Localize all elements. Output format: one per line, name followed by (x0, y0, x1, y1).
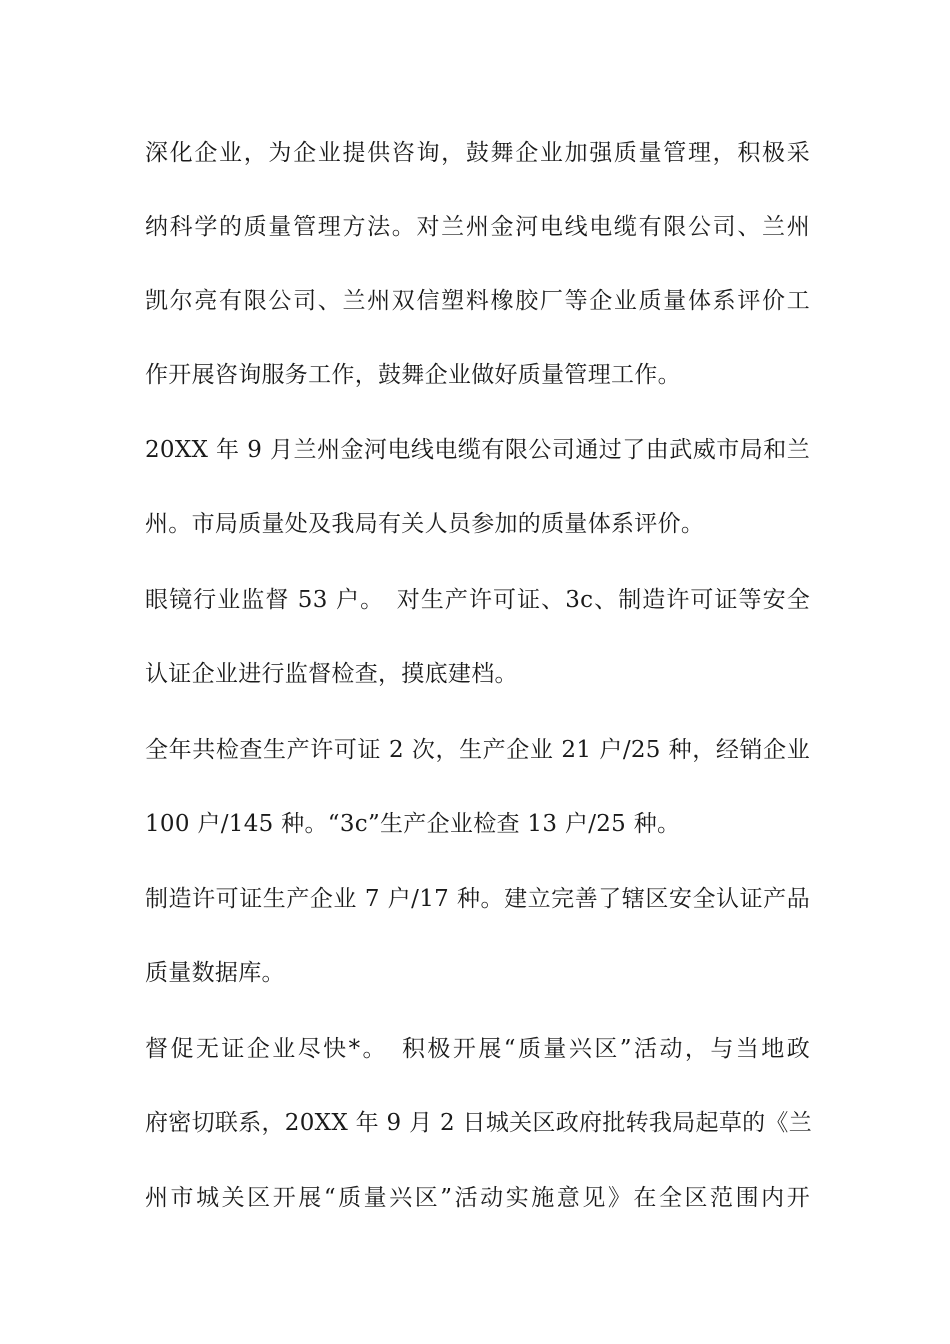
text-line: 府密切联系，20XX 年 9 月 2 日城关区政府批转我局起草的《兰 (145, 1110, 813, 1136)
text-line: 州。市局质量处及我局有关人员参加的质量体系评价。 (145, 511, 705, 537)
text-line: 眼镜行业监督 53 户。 对生产许可证、3c、制造许可证等安全 (145, 587, 810, 613)
text-line: 深化企业，为企业提供咨询，鼓舞企业加强质量管理，积极采 (145, 140, 810, 166)
text-line: 督促无证企业尽快*。 积极开展“质量兴区”活动，与当地政 (145, 1036, 810, 1062)
text-line: 制造许可证生产企业 7 户/17 种。建立完善了辖区安全认证产品 (145, 886, 810, 912)
text-line: 质量数据库。 (145, 960, 285, 986)
text-line: 认证企业进行监督检查，摸底建档。 (145, 661, 518, 687)
text-line: 全年共检查生产许可证 2 次，生产企业 21 户/25 种，经销企业 (145, 737, 810, 763)
text-line: 纳科学的质量管理方法。对兰州金河电线电缆有限公司、兰州 (145, 214, 810, 240)
text-line: 州市城关区开展“质量兴区”活动实施意见》在全区范围内开 (145, 1185, 810, 1211)
text-line: 100 户/145 种。“3c”生产企业检查 13 户/25 种。 (145, 811, 681, 837)
text-line: 作开展咨询服务工作，鼓舞企业做好质量管理工作。 (145, 362, 681, 388)
text-line: 凯尔亮有限公司、兰州双信塑料橡胶厂等企业质量体系评价工 (145, 288, 810, 314)
text-line: 20XX 年 9 月兰州金河电线电缆有限公司通过了由武威市局和兰 (145, 437, 810, 463)
